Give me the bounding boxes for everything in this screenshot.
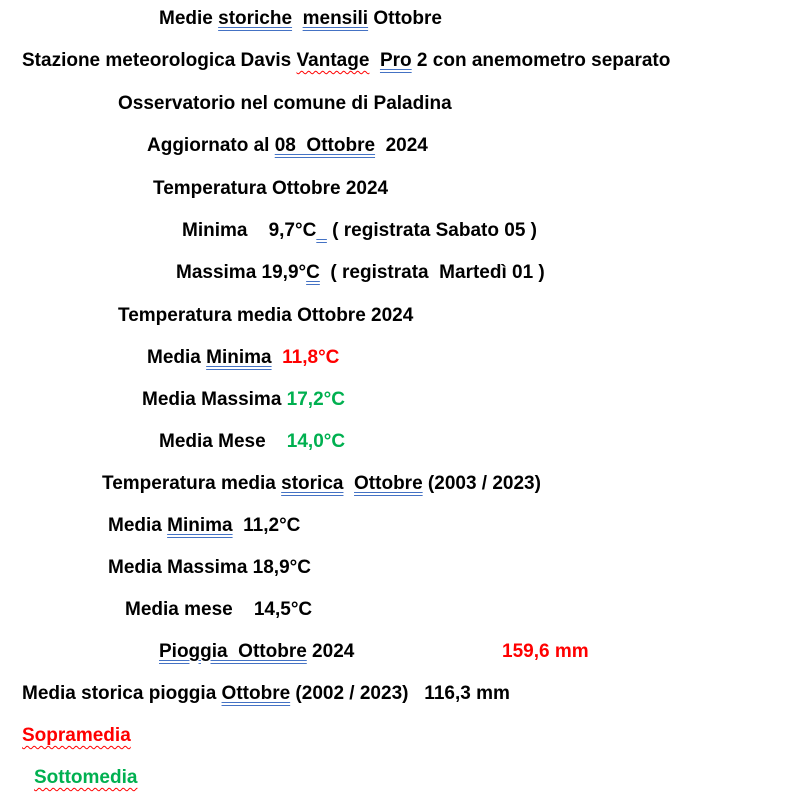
station-line: Stazione meteorologica Davis Vantage Pro 2 con anemometro separato bbox=[22, 50, 671, 71]
mean-max-value: 17,2°C bbox=[286, 389, 345, 410]
mean-month-value: 14,0°C bbox=[286, 431, 346, 452]
mean-min-line: Media Minima 11,8°C bbox=[147, 347, 340, 368]
updated-line: Aggiornato al 08 Ottobre 2024 bbox=[147, 135, 428, 156]
rain-value: 159,6 mm bbox=[502, 641, 589, 662]
maximum-line: Massima 19,9°C ( registrata Martedì 01 ) bbox=[176, 262, 545, 283]
title: Medie storiche mensili Ottobre bbox=[159, 8, 442, 29]
mean-month-line: Media Mese 14,0°C bbox=[159, 431, 346, 452]
observatory-line: Osservatorio nel comune di Paladina bbox=[118, 93, 452, 114]
hist-max-line: Media Massima 18,9°C bbox=[108, 557, 311, 578]
rain-hist-line: Media storica pioggia Ottobre (2002 / 2023) 116,3 mm bbox=[22, 683, 510, 704]
rain-line: Pioggia Ottobre 2024 bbox=[159, 641, 355, 662]
minimum-line: Minima 9,7°C ( registrata Sabato 05 ) bbox=[182, 220, 537, 241]
temp-month-header: Temperatura Ottobre 2024 bbox=[153, 178, 389, 199]
legend-below-average: Sottomedia bbox=[34, 767, 138, 788]
temp-mean-header: Temperatura media Ottobre 2024 bbox=[118, 305, 414, 326]
hist-header: Temperatura media storica Ottobre (2003 / 2023) bbox=[102, 473, 541, 494]
hist-month-line: Media mese 14,5°C bbox=[125, 599, 313, 620]
mean-min-value: 11,8°C bbox=[282, 347, 340, 368]
hist-min-line: Media Minima 11,2°C bbox=[108, 515, 301, 536]
legend-above-average: Sopramedia bbox=[22, 725, 131, 746]
mean-max-line: Media Massima 17,2°C bbox=[142, 389, 345, 410]
